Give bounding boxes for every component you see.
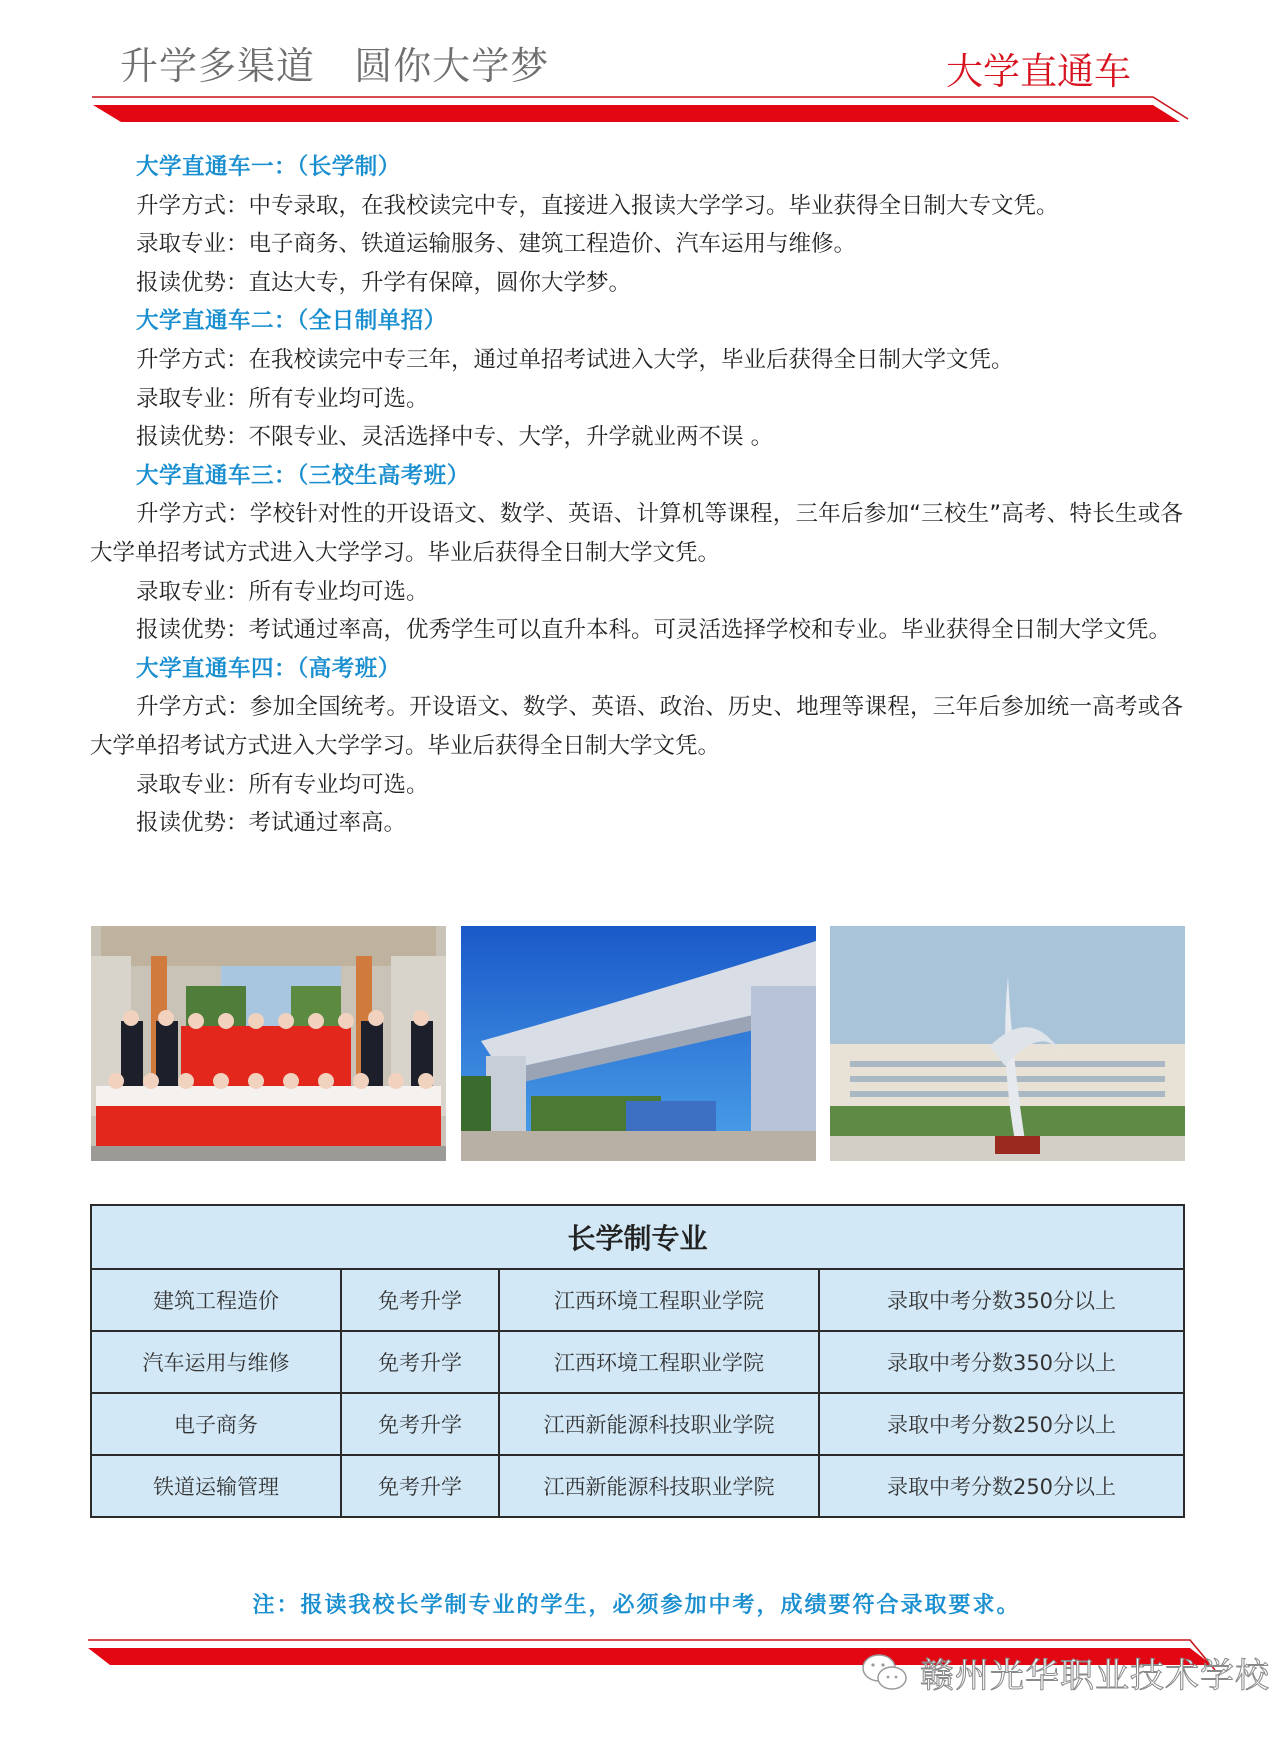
cell-requirement: 录取中考分数250分以上 [819,1455,1184,1517]
section-title: 大学直通车二：（全日制单招） [136,308,447,335]
section-4 [90,650,1183,843]
cell-method: 免考升学 [341,1393,499,1455]
cell-college: 江西环境工程职业学院 [499,1269,819,1331]
photo-campus-sculpture [830,926,1185,1161]
cell-method: 免考升学 [341,1331,499,1393]
cell-major: 电子商务 [91,1393,341,1455]
table-row [91,1455,1184,1517]
section-line: 报读优势：考试通过率高，优秀学生可以直升本科。可灵活选择学校和专业。毕业获得全日制大学文凭。 [136,617,1172,644]
section-line: 报读优势：不限专业、灵活选择中专、大学，升学就业两不误 。 [136,424,774,451]
photo-campus-gate [461,926,816,1161]
content-body [90,148,1183,843]
section-line: 录取专业：电子商务、铁道运输服务、建筑工程造价、汽车运用与维修。 [136,231,857,258]
long-program-table [90,1204,1185,1518]
watermark-text: 赣州光华职业技术学校 [920,1656,1270,1696]
cell-major: 铁道运输管理 [91,1455,341,1517]
table-row [91,1269,1184,1331]
section-line: 录取专业：所有专业均可选。 [136,771,429,798]
section-2 [90,302,1183,456]
section-line: 录取专业：所有专业均可选。 [136,385,429,412]
cell-college: 江西新能源科技职业学院 [499,1455,819,1517]
header-red-bar [0,0,1280,130]
section-line: 报读优势：直达大专，升学有保障，圆你大学梦。 [136,269,632,296]
cell-major: 建筑工程造价 [91,1269,341,1331]
header-badge: 大学直通车 [946,50,1131,93]
cell-requirement: 录取中考分数350分以上 [819,1331,1184,1393]
cell-method: 免考升学 [341,1455,499,1517]
cell-requirement: 录取中考分数250分以上 [819,1393,1184,1455]
section-title: 大学直通车一：（长学制） [136,154,401,180]
section-title: 大学直通车三：（三校生高考班） [136,462,470,489]
section-3 [90,457,1183,650]
section-line: 升学方式：在我校读完中专三年，通过单招考试进入大学，毕业后获得全日制大学文凭。 [136,346,1014,373]
table-row [91,1393,1184,1455]
wechat-icon [860,1651,910,1695]
cell-method: 免考升学 [341,1269,499,1331]
cell-college: 江西环境工程职业学院 [499,1331,819,1393]
wechat-watermark [860,1648,1270,1697]
cell-major: 汽车运用与维修 [91,1331,341,1393]
section-title: 大学直通车四：（高考班） [136,655,401,682]
section-line: 升学方式：学校针对性的开设语文、数学、英语、计算机等课程，三年后参加“三校生”高考、特长生或各大学单招考试方式进入大学学习。毕业后获得全日制大学文凭。 [90,501,1183,566]
header-slogan: 升学多渠道 圆你大学梦 [120,44,550,88]
enrollment-note: 注：报读我校长学制专业的学生，必须参加中考，成绩要符合录取要求。 [252,1593,1021,1618]
section-line: 升学方式：参加全国统考。开设语文、数学、英语、政治、历史、地理等课程，三年后参加统一高考或各大学单招考试方式进入大学学习。毕业后获得全日制大学文凭。 [90,694,1183,759]
section-line: 录取专业：所有专业均可选。 [136,578,429,605]
table-caption: 长学制专业 [91,1205,1184,1269]
cell-college: 江西新能源科技职业学院 [499,1393,819,1455]
section-line: 报读优势：考试通过率高。 [136,810,407,837]
section-line: 升学方式：中专录取，在我校读完中专，直接进入报读大学学习。毕业获得全日制大专文凭。 [136,192,1059,219]
section-1 [90,148,1183,302]
cell-requirement: 录取中考分数350分以上 [819,1269,1184,1331]
photo-students-gate [91,926,446,1161]
table-row [91,1331,1184,1393]
